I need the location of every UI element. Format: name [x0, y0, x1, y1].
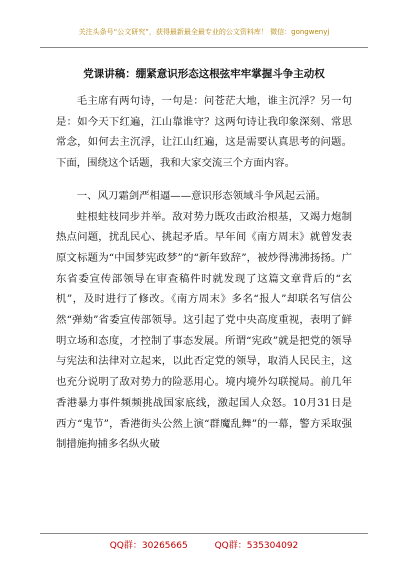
document-title: 党课讲稿：绷紧意识形态这根弦牢牢掌握斗争主动权 — [83, 68, 325, 80]
footer-qq-group-1: QQ群：30265665 — [109, 541, 188, 551]
paragraph-section-1: 蛀根蛀枝同步并举。敌对势力既攻击政治根基，又竭力炮制热点问题，扰乱民心、挑起矛盾。早年间《南方周末》就曾发表原文标题为“中国梦宪政梦”的“新年致辞”，被炒得沸沸扬扬。广东省委宣传部领导在审查稿件时就发现了这篇文章背后的“玄机”，及时进行了修改。《南方周末》多名“报人”却联名写信公然“弹劾”省委宣传部领导。这引起了党中央高度重视，表明了鲜明立场和态度，才控制了事态发展。所谓“宪政”就是把党的领导与宪法和法律对立起来，以此否定党的领导，取消人民民主，这也充分说明了敌对势力的险恶用心。境内境外勾联搅局。前几年香港暴力事件频频挑战国家底线，激起国人众怒。10月31日是西方“鬼节”，香港街头公然上演“群魔乱舞”的一幕，警方采取强制措施拘捕多名纵火破 — [56, 210, 352, 451]
footer — [0, 538, 408, 551]
footer-rule — [40, 533, 368, 534]
paragraph-gap — [56, 174, 352, 186]
paragraph-intro: 毛主席有两句诗，一句是：问苍茫大地，谁主沉浮？另一句是：如今天下红遍，江山靠谁守？这两句诗让我印象深刻、常思常念，如何去主沉浮，让江山红遍，这是需要认真思考的问题。下面，围绕这个话题，我和大家交流三个方面内容。 — [56, 95, 352, 170]
header-rule — [40, 47, 368, 48]
header-note: 关注头条号“公文研究”，获得最新最全最专业的公文资料库！ 微信：gongwenyj — [78, 28, 330, 36]
footer-qq-group-2: QQ群：535304092 — [214, 541, 299, 551]
section-heading-1: 一、风刀霜剑严相逼——意识形态领域斗争风起云涌。 — [76, 189, 327, 202]
document-body — [56, 91, 352, 455]
